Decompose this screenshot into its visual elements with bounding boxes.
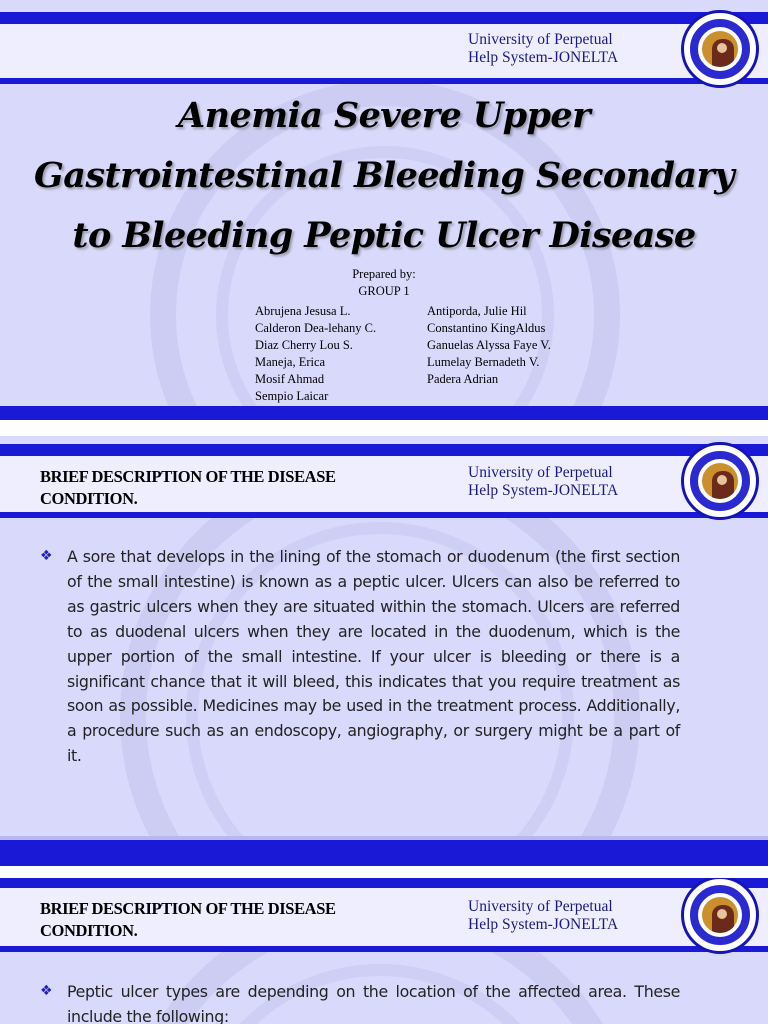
page-title: Anemia Severe Upper Gastrointestinal Bleeding Secondary to Bleeding Peptic Ulcer Disease	[33, 95, 735, 256]
types-slide	[0, 878, 768, 1024]
list-item	[40, 980, 680, 1024]
member-name: Calderon Dea-lehany C.	[255, 321, 377, 335]
description-slide	[0, 436, 768, 866]
list-item	[40, 545, 680, 769]
university-name: University of Perpetual Help System-JONELTA	[468, 898, 619, 933]
types-paragraph: Peptic ulcer types are depending on the location of the affected area. These include the following:	[67, 982, 680, 1024]
names-right-column	[427, 303, 551, 388]
university-seal-icon	[681, 878, 759, 954]
header-band	[0, 24, 768, 78]
member-name: Antiporda, Julie Hil	[427, 304, 527, 318]
header-accent-bar	[0, 946, 768, 952]
member-name: Padera Adrian	[427, 372, 499, 386]
member-name: Lumelay Bernadeth V.	[427, 355, 540, 369]
title-slide	[0, 0, 768, 420]
member-name: Sempio Laicar	[255, 389, 329, 403]
header-accent-bar	[0, 78, 768, 84]
prepared-by: Prepared by: GROUP 1	[352, 267, 416, 298]
member-name: Constantino KingAldus	[427, 321, 546, 335]
member-name: Ganuelas Alyssa Faye V.	[427, 338, 551, 352]
top-accent-bar	[0, 878, 768, 888]
top-accent-bar	[0, 12, 768, 24]
member-name: Diaz Cherry Lou S.	[255, 338, 353, 352]
member-name: Maneja, Erica	[255, 355, 326, 369]
university-name: University of Perpetual Help System-JONELTA	[468, 464, 619, 499]
footer-accent-bar	[0, 406, 768, 420]
university-name: University of Perpetual Help System-JONELTA	[468, 31, 619, 66]
section-heading: BRIEF DESCRIPTION OF THE DISEASE CONDITION.	[40, 467, 336, 508]
member-name: Mosif Ahmad	[255, 372, 325, 386]
university-seal-icon	[681, 442, 759, 520]
diamond-bullet-icon: ❖	[40, 983, 53, 999]
names-left-column	[255, 303, 376, 405]
section-heading: BRIEF DESCRIPTION OF THE DISEASE CONDITION.	[40, 899, 336, 940]
header-accent-bar	[0, 512, 768, 518]
top-accent-bar	[0, 444, 768, 456]
description-paragraph: A sore that develops in the lining of the stomach or duodenum (the first section of the small intestine) is known as a peptic ulcer. Ulcers can also be referred to as gastric ulcers when they are situated within the stomach. Ulcers are referred to as duodenal ulcers when they are located in the duodenum, which is the upper portion of the small intestine. If your ulcer is bleeding or there is a significant chance that it will bleed, this indicates that you require treatment as soon as possible. Medicines may be used in the treatment process. Additionally, a procedure such as an endoscopy, angiography, or surgery might be a part of it.	[67, 547, 680, 766]
member-name: Abrujena Jesusa L.	[255, 304, 351, 318]
university-seal-icon	[681, 10, 759, 88]
diamond-bullet-icon: ❖	[40, 548, 53, 564]
footer-accent-bar	[0, 840, 768, 866]
